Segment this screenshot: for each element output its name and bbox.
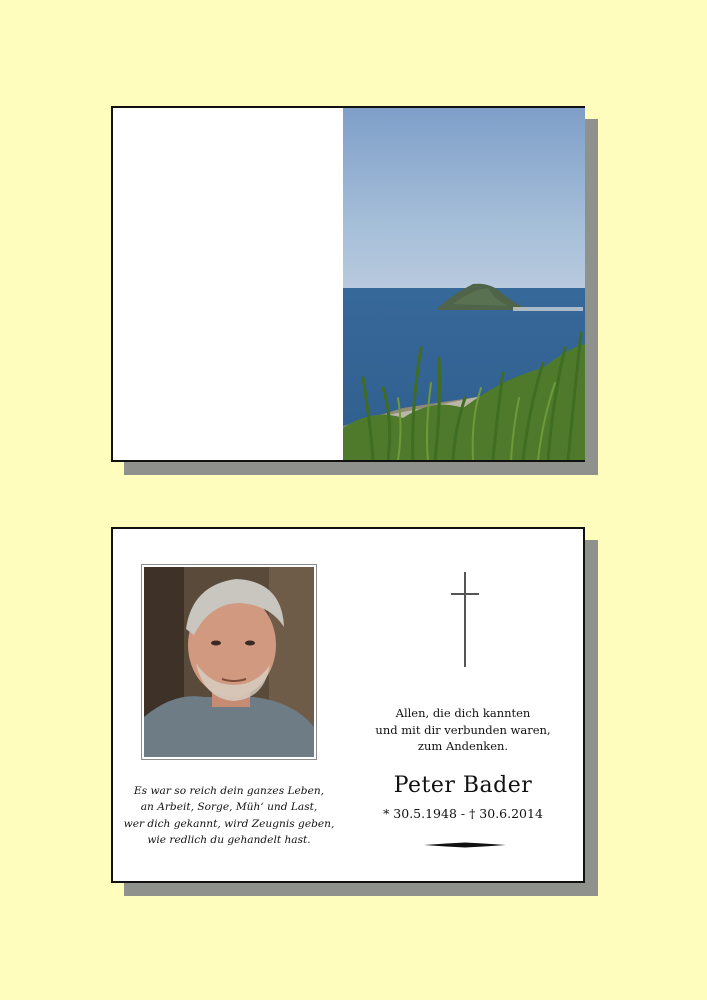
memorial-card-inner [111, 527, 585, 883]
verse-line: Es war so reich dein ganzes Leben, [133, 785, 325, 797]
ornament-divider-icon [424, 833, 506, 839]
landscape-photo [343, 108, 585, 460]
verse-line: wie redlich du gehandelt hast. [147, 833, 311, 846]
verse-line: wer dich gekannt, wird Zeugnis geben, [123, 817, 335, 830]
life-dates: * 30.5.1948 - † 30.6.2014 [383, 806, 543, 821]
deceased-name: Peter Bader [393, 773, 533, 798]
dedication-text [363, 705, 563, 755]
memorial-verse [119, 783, 339, 848]
portrait-photo [141, 564, 317, 760]
dedication-line: Allen, die dich kannten [395, 706, 531, 720]
verse-line: an Arbeit, Sorge, Müh‘ und Last, [140, 801, 318, 814]
memorial-card-cover [111, 106, 585, 462]
dedication-line: zum Andenken. [417, 739, 509, 754]
dedication-line: und mit dir verbunden waren, [375, 722, 551, 737]
cross-icon [451, 572, 479, 667]
